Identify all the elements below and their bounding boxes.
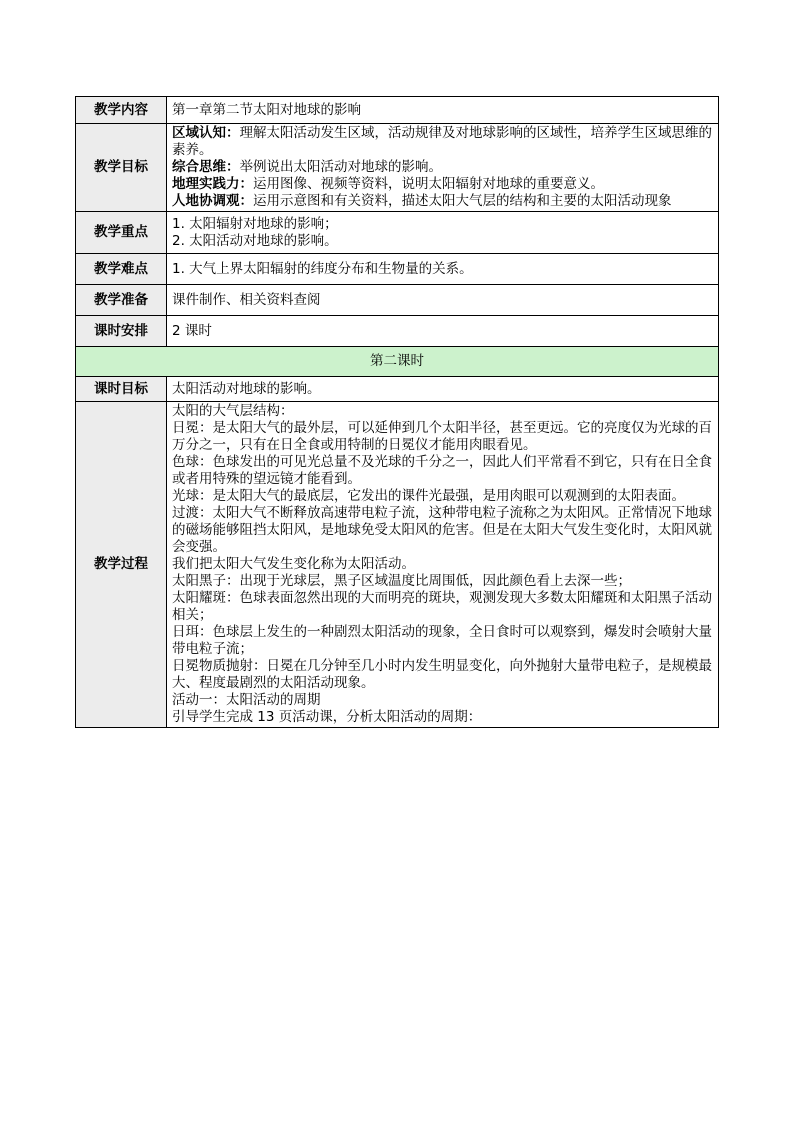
objective-lead: 综合思维： [172,159,240,175]
process-paragraph: 太阳黑子：出现于光球层，黑子区域温度比周围低，因此颜色看上去深一些； [172,573,631,589]
row-value-line: 第一章第二节太阳对地球的影响 [172,101,361,118]
row-value-line: 2 课时 [172,322,212,339]
objective-item [172,193,713,210]
process-paragraph: 引导学生完成 13 页活动课，分析太阳活动的周期： [172,709,482,725]
row-value [167,212,719,254]
row-label: 教学准备 [76,285,167,316]
process-paragraph: 日冕物质抛射：日冕在几分钟至几小时内发生明显变化，向外抛射大量带电粒子，是规模最大、程度最剧烈的太阳活动现象。 [172,658,712,691]
process-paragraph: 过渡：太阳大气不断释放高速带电粒子流，这种带电粒子流称之为太阳风。正常情况下地球的磁场能够阻挡太阳风，是地球免受太阳风的危害。但是在太阳大气发生变化时，太阳风就会变强。 [172,505,712,555]
objective-item [172,125,713,159]
process-paragraph: 太阳的大气层结构： [172,403,294,419]
section-title: 第二课时 [76,347,719,377]
row-process [76,402,719,728]
row-value-line: 1. 太阳辐射对地球的影响； [172,215,338,232]
row-value-line: 2. 太阳活动对地球的影响。 [172,232,338,249]
process-paragraph: 光球：是太阳大气的最底层，它发出的课件光最强，是用肉眼可以观测到的太阳表面。 [172,488,685,504]
row-label: 教学重点 [76,212,167,254]
objective-text: 运用示意图和有关资料，描述太阳大气层的结构和主要的太阳活动现象 [253,193,672,209]
row-difficulties [76,254,719,285]
objective-lead: 区域认知： [172,125,240,141]
objective-text: 理解太阳活动发生区域，活动规律及对地球影响的区域性，培养学生区域思维的素养。 [172,125,712,158]
objective-text: 举例说出太阳活动对地球的影响。 [239,159,442,175]
objective-item [172,176,713,193]
process-paragraph: 我们把太阳大气发生变化称为太阳活动。 [172,556,415,572]
row-label: 课时安排 [76,316,167,347]
row-objectives [76,124,719,212]
row-label: 教学目标 [76,124,167,212]
objective-text: 运用图像、视频等资料，说明太阳辐射对地球的重要意义。 [253,176,604,192]
row-label: 课时目标 [76,377,167,402]
objective-lead: 人地协调观： [172,193,253,209]
row-value-line: 课件制作、相关资料查阅 [172,291,321,308]
row-schedule [76,316,719,347]
row-value: 太阳活动对地球的影响。 [167,377,719,402]
row-value [167,285,719,316]
row-key-points [76,212,719,254]
row-label: 教学内容 [76,97,167,124]
objective-lead: 地理实践力： [172,176,253,192]
objectives-cell [167,124,719,212]
process-paragraph: 色球：色球发出的可见光总量不及光球的千分之一，因此人们平常看不到它，只有在日全食或者用特殊的望远镜才能看到。 [172,454,712,487]
row-value [167,316,719,347]
process-paragraph: 日珥：色球层上发生的一种剧烈太阳活动的现象，全日食时可以观察到，爆发时会喷射大量带电粒子流； [172,624,712,657]
process-paragraph: 活动一：太阳活动的周期 [172,692,321,708]
row-lesson-goal [76,377,719,402]
process-cell [167,402,719,728]
row-preparation [76,285,719,316]
lesson-plan-table [75,96,719,728]
row-section-title [76,347,719,377]
objective-item [172,159,713,176]
row-label: 教学过程 [76,402,167,728]
process-paragraph: 日冕：是太阳大气的最外层，可以延伸到几个太阳半径，甚至更远。它的亮度仅为光球的百万分之一，只有在日全食或用特制的日冕仪才能用肉眼看见。 [172,420,712,453]
row-value [167,254,719,285]
row-content [76,97,719,124]
row-label: 教学难点 [76,254,167,285]
row-value [167,97,719,124]
row-value-line: 1. 大气上界太阳辐射的纬度分布和生物量的关系。 [172,260,473,277]
process-paragraph: 太阳耀斑：色球表面忽然出现的大而明亮的斑块，观测发现大多数太阳耀斑和太阳黑子活动相关； [172,590,712,623]
